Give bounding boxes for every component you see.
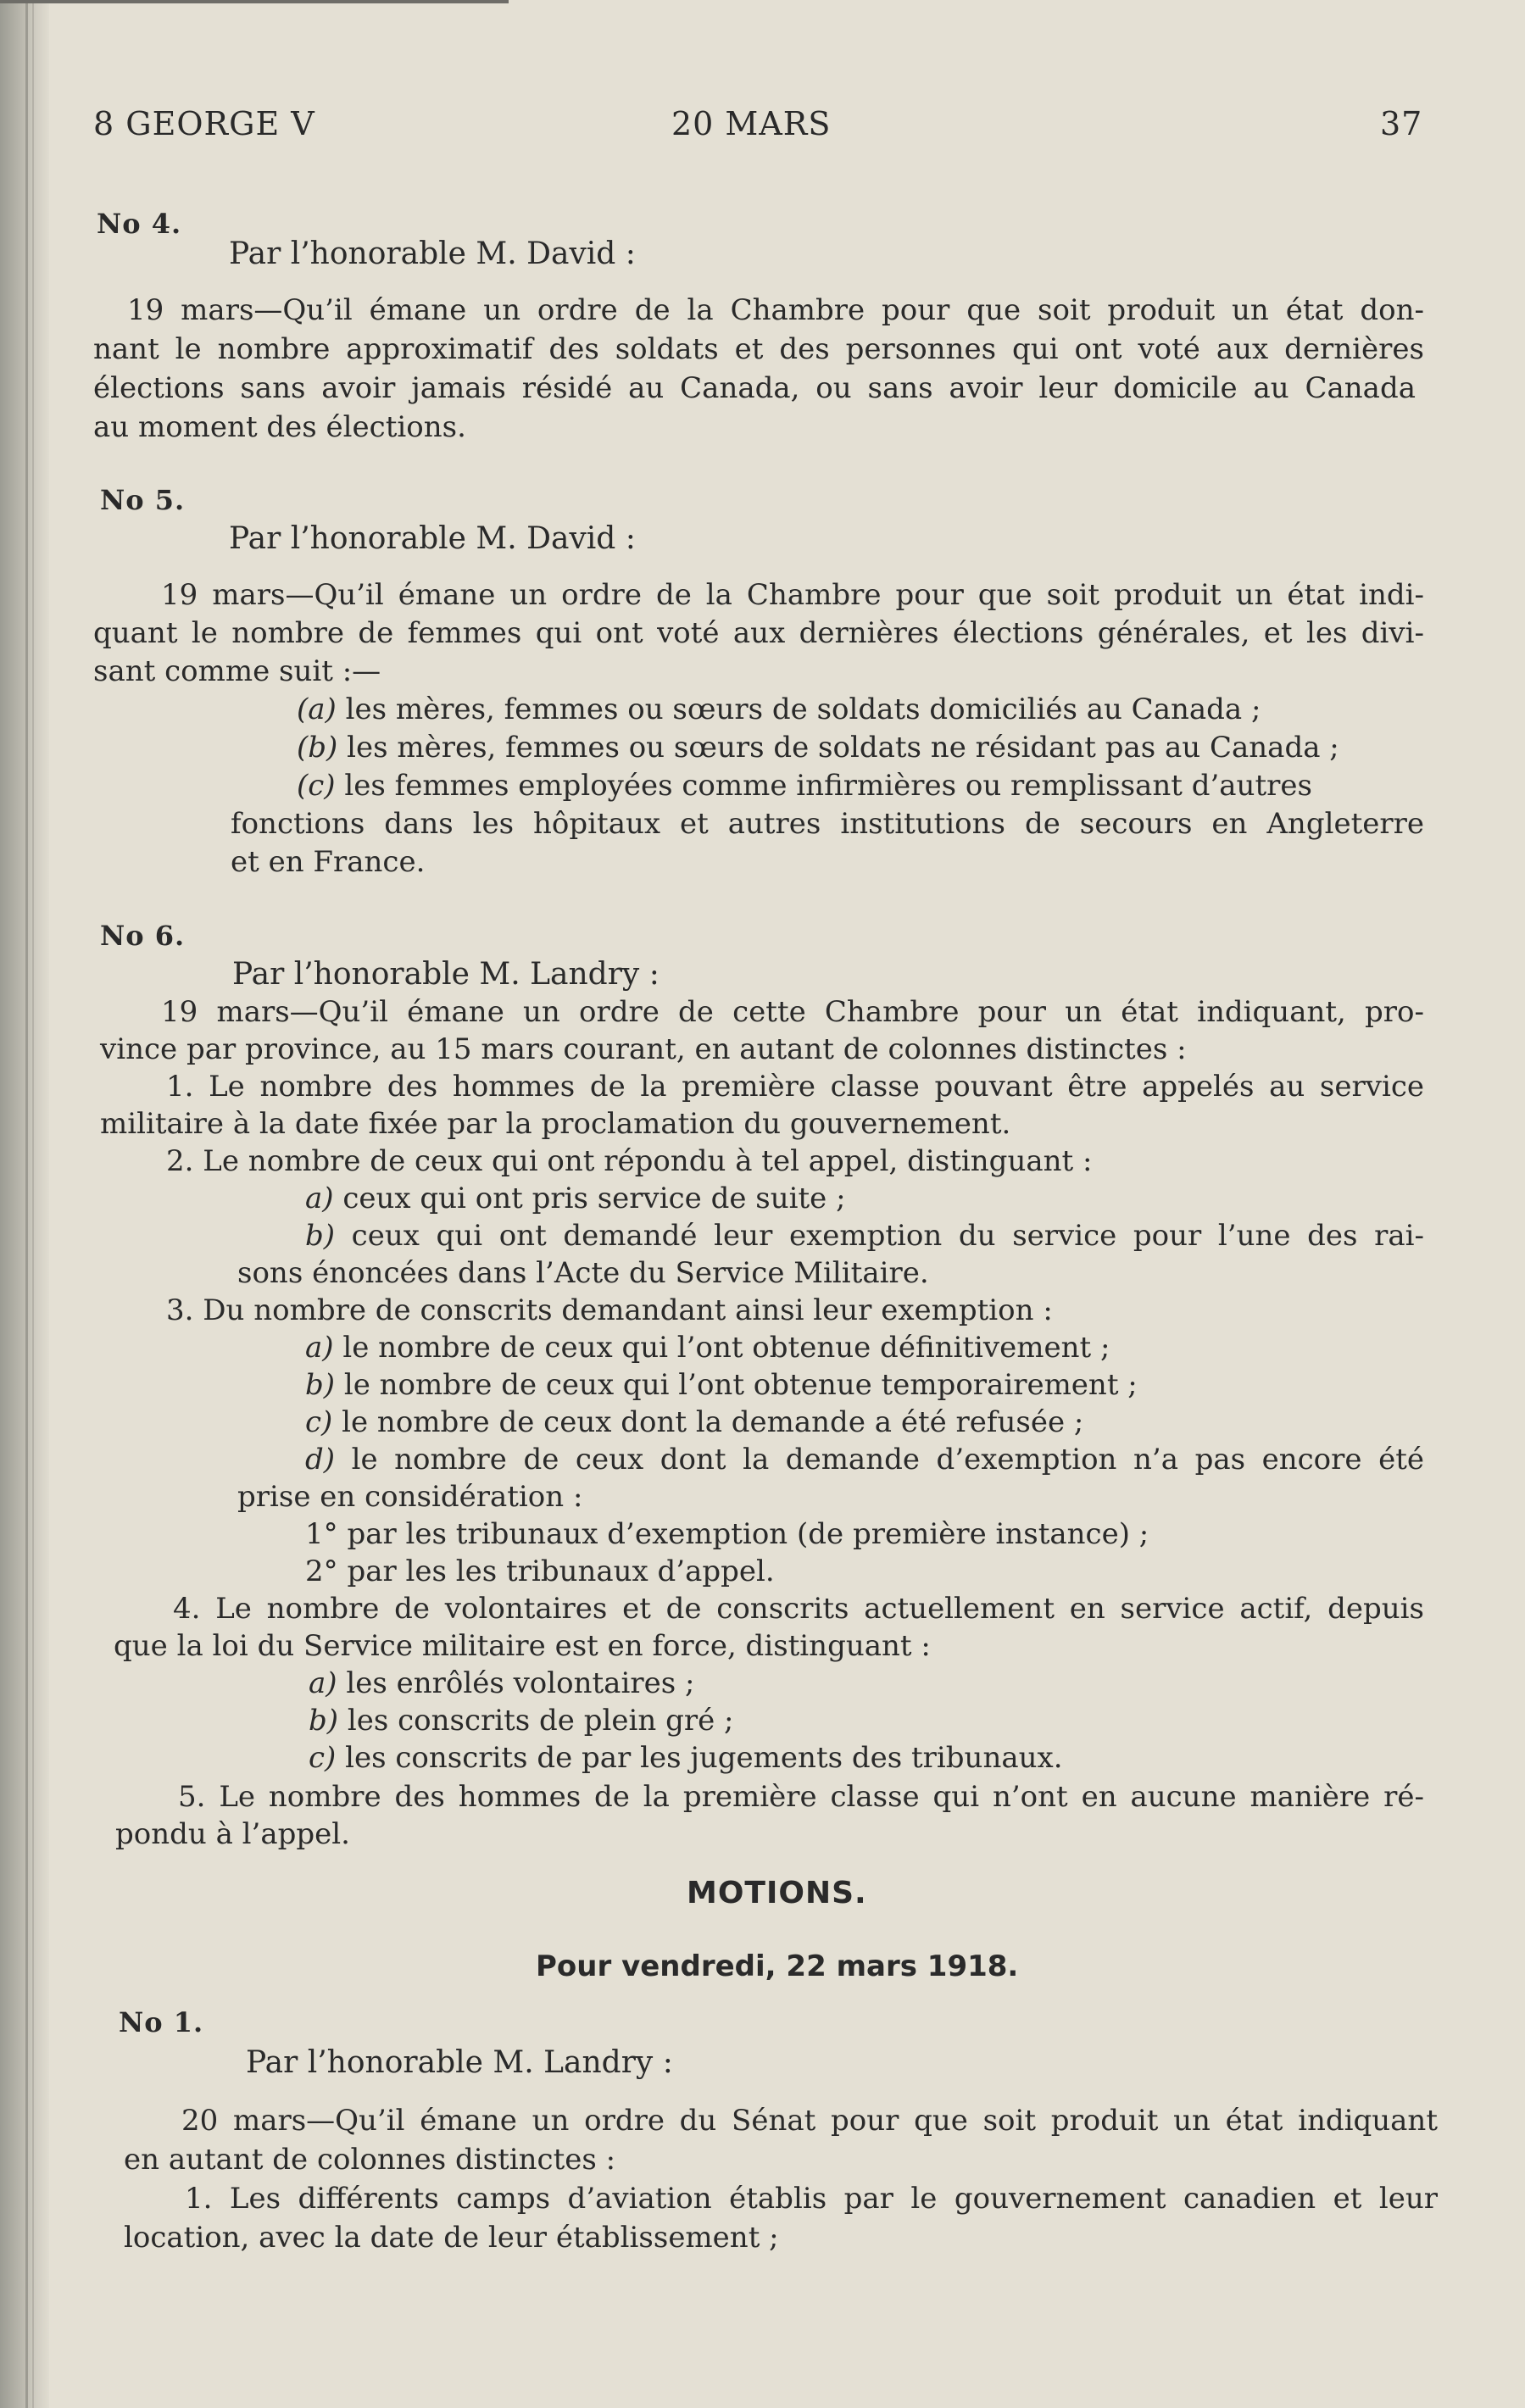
question-text-line: quant le nombre de femmes qui ont voté aux dernières élections générales, et les divi-: [93, 616, 1424, 650]
sub-item: [305, 1180, 846, 1217]
running-header-left: 8 GEORGE V: [93, 105, 315, 142]
motion-text-line: 20 mars—Qu’il émane un ordre du Sénat pour que soit produit un état indiquant: [181, 2104, 1438, 2138]
question-mover: Par l’honorable M. Landry :: [232, 957, 660, 992]
question-number: No 4.: [97, 208, 182, 240]
list-item-continuation: et en France.: [231, 845, 426, 879]
question-number: No 5.: [100, 484, 186, 516]
item-label: a): [309, 1666, 337, 1700]
item-text: les femmes employées comme infirmières ou remplissant d’autres: [335, 769, 1312, 803]
list-item: [297, 767, 1312, 804]
question-text-line: élections sans avoir jamais résidé au Canada, ou sans avoir leur domicile au Canada: [93, 371, 1416, 405]
sub-item: [305, 1366, 1138, 1404]
question-text-line: au moment des élections.: [93, 410, 466, 444]
item-label: (a): [297, 692, 337, 726]
sub-item: [305, 1404, 1083, 1441]
paragraph-line: pondu à l’appel.: [115, 1817, 350, 1851]
item-label: b): [309, 1704, 339, 1738]
question-text-line: vince par province, au 15 mars courant, en autant de colonnes distinctes :: [100, 1032, 1187, 1066]
motion-text-line: location, avec la date de leur établissement ;: [124, 2221, 779, 2255]
item-label: d): [305, 1443, 336, 1476]
motion-number: No 1.: [119, 2006, 204, 2038]
list-item-continuation: fonctions dans les hôpitaux et autres institutions de secours en Angleterre: [231, 807, 1424, 841]
section-heading: MOTIONS.: [687, 1876, 867, 1910]
item-text: les enrôlés volontaires ;: [337, 1666, 695, 1700]
sub-sub-item: 2° par les les tribunaux d’appel.: [305, 1554, 775, 1588]
item-text: les conscrits de plein gré ;: [338, 1704, 734, 1738]
item-label: b): [305, 1368, 336, 1402]
sub-item: [309, 1739, 1063, 1777]
item-text: ceux qui ont demandé leur exemption du service pour l’une des rai-: [335, 1219, 1424, 1253]
sub-item: [305, 1217, 1424, 1254]
paragraph-line: militaire à la date fixée par la proclamation du gouvernement.: [100, 1107, 1011, 1141]
sub-sub-item: 1° par les tribunaux d’exemption (de première instance) ;: [305, 1517, 1149, 1551]
item-text: le nombre de ceux qui l’ont obtenue définitivement ;: [333, 1331, 1110, 1365]
paragraph-line: 3. Du nombre de conscrits demandant ainsi leur exemption :: [166, 1293, 1053, 1327]
item-text: les conscrits de par les jugements des tribunaux.: [336, 1741, 1063, 1775]
item-label: b): [305, 1219, 336, 1253]
item-text: le nombre de ceux dont la demande a été refusée ;: [332, 1405, 1084, 1439]
paragraph-line: 4. Le nombre de volontaires et de conscrits actuellement en service actif, depuis: [173, 1592, 1424, 1626]
item-text: ceux qui ont pris service de suite ;: [333, 1182, 846, 1215]
motion-text-line: 1. Les différents camps d’aviation établis par le gouvernement canadien et leur: [185, 2182, 1438, 2216]
list-item: [297, 729, 1339, 766]
paragraph-line: que la loi du Service militaire est en force, distinguant :: [114, 1629, 931, 1663]
question-mover: Par l’honorable M. David :: [229, 521, 636, 556]
sub-item-continuation: sons énoncées dans l’Acte du Service Militaire.: [237, 1256, 929, 1290]
item-text: le nombre de ceux dont la demande d’exemption n’a pas encore été: [335, 1443, 1424, 1476]
sub-item: [305, 1441, 1424, 1478]
sub-item: [305, 1329, 1110, 1366]
sub-item-continuation: prise en considération :: [237, 1480, 583, 1514]
question-text-line: nant le nombre approximatif des soldats et des personnes qui ont voté aux dernières: [93, 332, 1424, 366]
motion-mover: Par l’honorable M. Landry :: [246, 2045, 673, 2080]
question-text-line: 19 mars—Qu’il émane un ordre de la Chambre pour que soit produit un état don-: [127, 293, 1424, 327]
item-label: a): [305, 1331, 334, 1365]
question-text-line: 19 mars—Qu’il émane un ordre de la Chambre pour que soit produit un état indi-: [161, 578, 1424, 612]
sub-item: [309, 1665, 694, 1702]
question-mover: Par l’honorable M. David :: [229, 236, 636, 271]
motion-text-line: en autant de colonnes distinctes :: [124, 2143, 616, 2177]
question-text-line: 19 mars—Qu’il émane un ordre de cette Chambre pour un état indiquant, pro-: [161, 995, 1424, 1029]
paragraph-line: 1. Le nombre des hommes de la première classe pouvant être appelés au service: [166, 1070, 1424, 1104]
item-label: (c): [297, 769, 336, 803]
item-text: les mères, femmes ou sœurs de soldats domiciliés au Canada ;: [336, 692, 1261, 726]
running-header-center: 20 MARS: [671, 105, 832, 142]
item-text: les mères, femmes ou sœurs de soldats ne résidant pas au Canada ;: [337, 731, 1339, 765]
item-label: c): [309, 1741, 337, 1775]
paragraph-line: 2. Le nombre de ceux qui ont répondu à tel appel, distinguant :: [166, 1144, 1093, 1178]
question-text-line: sant comme suit :—: [93, 654, 381, 688]
item-text: le nombre de ceux qui l’ont obtenue temporairement ;: [335, 1368, 1138, 1402]
question-number: No 6.: [100, 920, 186, 952]
item-label: c): [305, 1405, 333, 1439]
paragraph-line: 5. Le nombre des hommes de la première classe qui n’ont en aucune manière ré-: [178, 1780, 1424, 1814]
item-label: (b): [297, 731, 338, 765]
list-item: [297, 691, 1261, 728]
item-label: a): [305, 1182, 334, 1215]
sub-item: [309, 1702, 733, 1739]
page-number: 37: [1380, 105, 1423, 142]
section-date: Pour vendredi, 22 mars 1918.: [536, 1949, 1019, 1983]
